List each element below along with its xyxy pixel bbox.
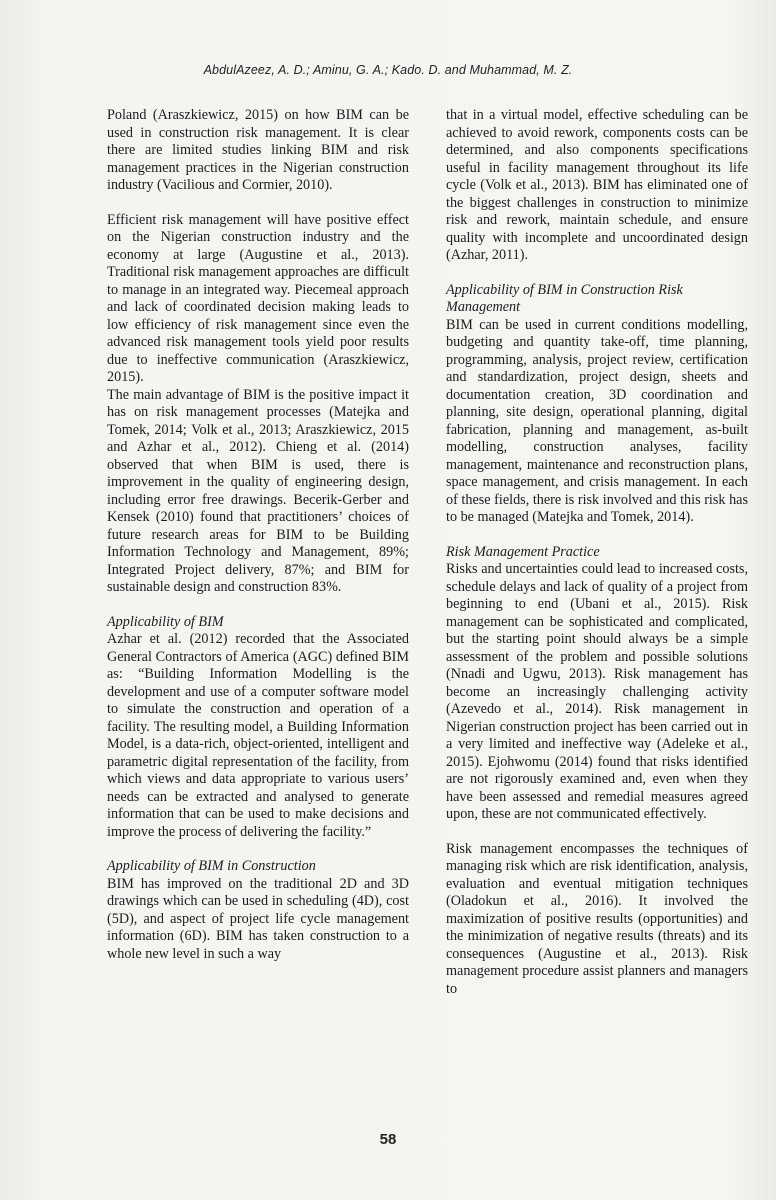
paragraph: The main advantage of BIM is the positive impact it has on risk management processes (Matejka and Tomek, 2014; Volk et al., 2013; Araszkiewicz, 2015 and Azhar et al., 2012). Chieng et al. (2014) observed that when BIM is used, there is improvement in the quality of engineering design, including error free drawings. Becerik-Gerber and Kensek (2010) found that practitioners’ choices of future research areas for BIM to be Building Information Technology and Management, 89%; Integrated Project delivery, 87%; and BIM for sustainable design and construction 83%. <box>107 386 409 595</box>
paragraph: Risks and uncertainties could lead to increased costs, schedule delays and lack of quality of a project from beginning to end (Ubani et al., 2015). Risk management can be sophisticated and complicated, but the starting point should always be a simple assessment of the problem and possible solutions (Nnadi and Ugwu, 2013). Risk management has become an increasingly challenging activity (Azevedo et al., 2014). Risk management in Nigerian construction project has been carried out in a very limited and ineffective way (Adeleke et al., 2015). Ejohwomu (2014) found that risks identified are not rigorously examined and, even when they have been assessed and remedial measures agreed upon, these are not communicated effectively. <box>446 561 748 822</box>
paragraph: BIM has improved on the traditional 2D and 3D drawings which can be used in scheduling (4D), cost (5D), and aspect of project life cycle management information (6D). BIM has taken construction to a whole new level in such a way <box>107 875 409 962</box>
paragraph: that in a virtual model, effective scheduling can be achieved to avoid rework, components costs can be determined, and also components specifications useful in facility management throughout its life cycle (Volk et al., 2013). BIM has eliminated one of the biggest challenges in construction to minimize risk and rework, maintain schedule, and ensure quality with incomplete and uncoordinated design (Azhar, 2011). <box>446 107 748 263</box>
paragraph: BIM can be used in current conditions modelling, budgeting and quantity take-off, time planning, programming, analysis, project review, certification and standardization, project design, sheets and documentation creation, 3D coordination and planning, site design, operational planning, digital fabrication, planning and management, as-built modelling, construction analyses, facility management, maintenance and reconstruction plans, space management, and crisis management. In each of these fields, there is risk involved and this risk has to be managed (Matejka and Tomek, 2014). <box>446 316 748 525</box>
left-column <box>107 107 409 963</box>
section-heading-risk-management-practice: Risk Management Practice <box>446 543 600 560</box>
paragraph: Risk management encompasses the techniques of managing risk which are risk identification, analysis, evaluation and eventual mitigation techniques (Oladokun et al., 2016). It involved the maximization of positive results (opportunities) and the minimization of negative results (threats) and its consequences (Augustine et al., 2013). Risk management procedure assist planners and managers to <box>446 840 748 997</box>
section-heading-bim-in-construction-risk-management: Applicability of BIM in Construction Risk Management <box>446 281 683 315</box>
paragraph: Azhar et al. (2012) recorded that the Associated General Contractors of America (AGC) defined BIM as: “Building Information Modelling is the development and use of a computer software model to simulate the construction and operation of a facility. The resulting model, a Building Information Model, is a data-rich, object-oriented, intelligent and parametric digital representation of the facility, from which views and data appropriate to various users’ needs can be extracted and analysed to generate information that can be used to make decisions and improve the process of delivering the facility.” <box>107 631 409 840</box>
right-column <box>446 107 748 998</box>
section-heading-bim-in-construction: Applicability of BIM in Construction <box>107 858 316 874</box>
paragraph: Efficient risk management will have positive effect on the Nigerian construction industry and the economy at large (Augustine et al., 2013). Traditional risk management approaches are difficult to manage in an integrated way. Piecemeal approach and lack of coordinated decision making leads to low efficiency of risk management since even the advanced risk management tools yield poor results due to ineffective communication (Araszkiewicz, 2015). <box>107 211 409 385</box>
paragraph: Poland (Araszkiewicz, 2015) on how BIM can be used in construction risk management. It is clear there are limited studies linking BIM and risk management practices in the Nigerian construction industry (Vacilious and Cormier, 2010). <box>107 107 409 193</box>
section-heading-applicability-of-bim: Applicability of BIM <box>107 613 224 630</box>
page-number: 58 <box>379 1131 397 1148</box>
running-head: AbdulAzeez, A. D.; Aminu, G. A.; Kado. D. and Muhammad, M. Z. <box>203 63 573 77</box>
